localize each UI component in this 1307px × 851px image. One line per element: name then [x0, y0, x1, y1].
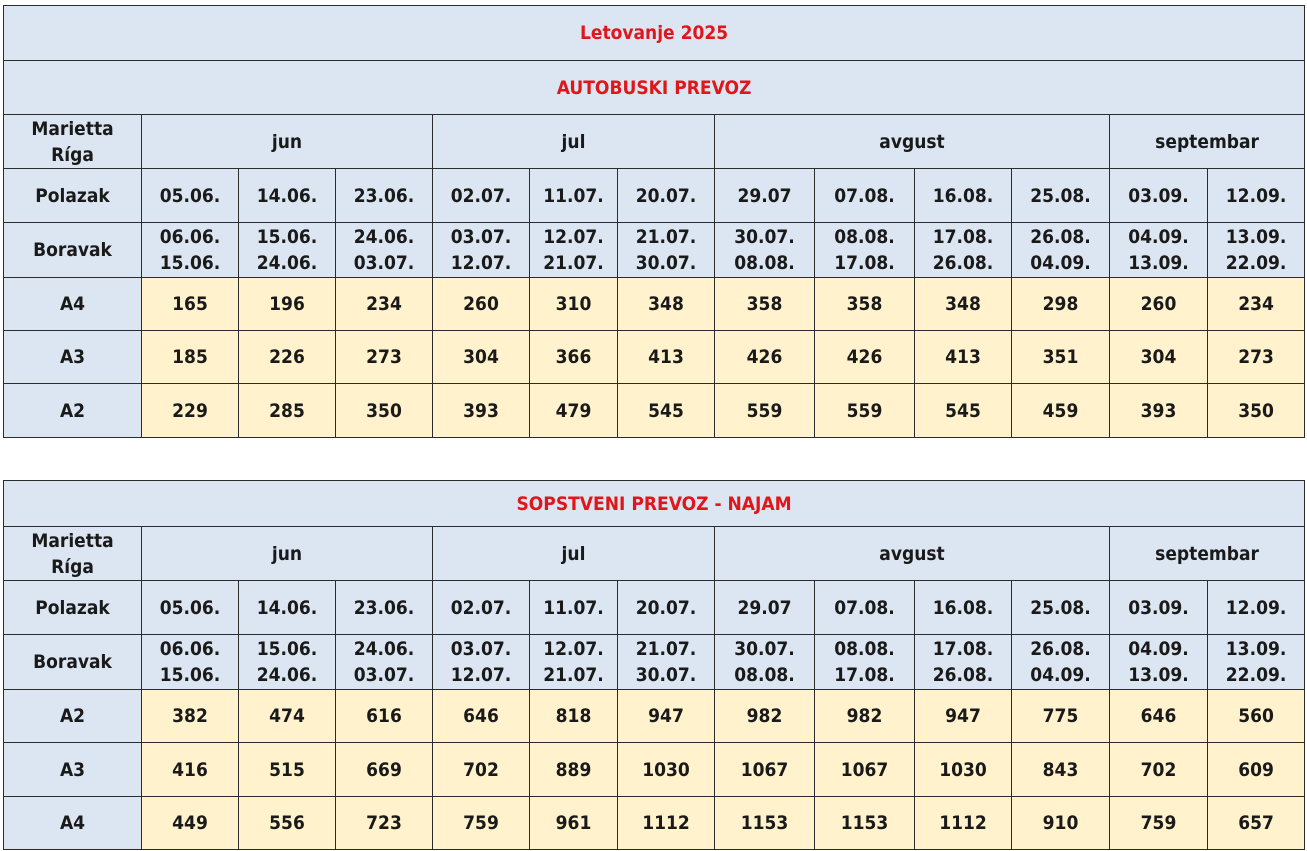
price-cell: 545 [618, 384, 715, 438]
stay-period: 26.08. 04.09. [1012, 635, 1110, 690]
page-title: Letovanje 2025 [4, 6, 1305, 61]
price-cell: 351 [1012, 331, 1110, 384]
stay-period: 21.07. 30.07. [618, 635, 715, 690]
price-cell: 393 [1110, 384, 1208, 438]
room-type-label: A2 [4, 690, 142, 743]
price-cell: 185 [142, 331, 239, 384]
price-cell: 298 [1012, 278, 1110, 331]
price-cell: 982 [715, 690, 815, 743]
price-cell: 646 [1110, 690, 1208, 743]
hotel-label: Marietta Ríga [4, 527, 142, 581]
departure-date: 05.06. [142, 581, 239, 635]
departure-date: 07.08. [815, 581, 915, 635]
departure-date: 29.07 [715, 169, 815, 223]
price-cell: 759 [1110, 797, 1208, 850]
room-type-label: A4 [4, 797, 142, 850]
price-cell: 413 [915, 331, 1012, 384]
stay-period: 13.09. 22.09. [1208, 223, 1305, 278]
departure-date: 14.06. [239, 169, 336, 223]
departure-date: 25.08. [1012, 169, 1110, 223]
price-cell: 348 [618, 278, 715, 331]
departure-date: 03.09. [1110, 581, 1208, 635]
price-cell: 1067 [715, 743, 815, 797]
price-cell: 304 [433, 331, 530, 384]
price-cell: 479 [530, 384, 618, 438]
price-cell: 559 [815, 384, 915, 438]
room-type-label: A3 [4, 331, 142, 384]
price-cell: 1030 [618, 743, 715, 797]
departure-date: 20.07. [618, 169, 715, 223]
price-cell: 350 [336, 384, 433, 438]
stay-period: 17.08. 26.08. [915, 223, 1012, 278]
price-cell: 382 [142, 690, 239, 743]
stay-period: 04.09. 13.09. [1110, 635, 1208, 690]
month-header: jul [433, 527, 715, 581]
price-cell: 1153 [715, 797, 815, 850]
departure-date: 16.08. [915, 169, 1012, 223]
price-cell: 556 [239, 797, 336, 850]
month-header: septembar [1110, 527, 1305, 581]
stay-period: 15.06. 24.06. [239, 223, 336, 278]
departure-date: 12.09. [1208, 581, 1305, 635]
departure-date: 07.08. [815, 169, 915, 223]
price-cell: 889 [530, 743, 618, 797]
stay-period: 15.06. 24.06. [239, 635, 336, 690]
price-cell: 559 [715, 384, 815, 438]
month-header: avgust [715, 527, 1110, 581]
price-cell: 358 [815, 278, 915, 331]
price-cell: 165 [142, 278, 239, 331]
price-cell: 669 [336, 743, 433, 797]
month-header: jun [142, 115, 433, 169]
price-cell: 843 [1012, 743, 1110, 797]
price-cell: 416 [142, 743, 239, 797]
departure-date: 02.07. [433, 581, 530, 635]
price-cell: 273 [336, 331, 433, 384]
stay-period: 17.08. 26.08. [915, 635, 1012, 690]
price-cell: 350 [1208, 384, 1305, 438]
price-row [4, 743, 1305, 797]
price-cell: 260 [1110, 278, 1208, 331]
stay-row [4, 635, 1305, 690]
price-cell: 1153 [815, 797, 915, 850]
room-type-label: A3 [4, 743, 142, 797]
price-cell: 702 [433, 743, 530, 797]
price-cell: 260 [433, 278, 530, 331]
stay-period: 21.07. 30.07. [618, 223, 715, 278]
stay-period: 12.07. 21.07. [530, 223, 618, 278]
price-row [4, 384, 1305, 438]
departure-date: 12.09. [1208, 169, 1305, 223]
price-cell: 910 [1012, 797, 1110, 850]
departure-date: 23.06. [336, 169, 433, 223]
price-cell: 348 [915, 278, 1012, 331]
price-cell: 358 [715, 278, 815, 331]
month-header: avgust [715, 115, 1110, 169]
price-cell: 229 [142, 384, 239, 438]
stay-period: 30.07. 08.08. [715, 635, 815, 690]
stay-period: 03.07. 12.07. [433, 635, 530, 690]
departure-row [4, 169, 1305, 223]
stay-period: 13.09. 22.09. [1208, 635, 1305, 690]
price-cell: 1030 [915, 743, 1012, 797]
stay-period: 03.07. 12.07. [433, 223, 530, 278]
price-cell: 657 [1208, 797, 1305, 850]
hotel-label: Marietta Ríga [4, 115, 142, 169]
price-cell: 982 [815, 690, 915, 743]
price-cell: 702 [1110, 743, 1208, 797]
row-label: Polazak [4, 169, 142, 223]
departure-date: 14.06. [239, 581, 336, 635]
price-cell: 560 [1208, 690, 1305, 743]
month-header: jul [433, 115, 715, 169]
stay-period: 06.06. 15.06. [142, 223, 239, 278]
stay-period: 30.07. 08.08. [715, 223, 815, 278]
price-cell: 474 [239, 690, 336, 743]
stay-period: 06.06. 15.06. [142, 635, 239, 690]
section-title: AUTOBUSKI PREVOZ [4, 61, 1305, 115]
price-cell: 226 [239, 331, 336, 384]
room-type-label: A4 [4, 278, 142, 331]
price-cell: 723 [336, 797, 433, 850]
departure-row [4, 581, 1305, 635]
price-cell: 426 [715, 331, 815, 384]
price-table-bus [3, 5, 1305, 438]
price-cell: 609 [1208, 743, 1305, 797]
price-cell: 818 [530, 690, 618, 743]
price-cell: 234 [336, 278, 433, 331]
departure-date: 05.06. [142, 169, 239, 223]
departure-date: 16.08. [915, 581, 1012, 635]
price-cell: 1112 [618, 797, 715, 850]
price-cell: 304 [1110, 331, 1208, 384]
price-cell: 646 [433, 690, 530, 743]
departure-date: 03.09. [1110, 169, 1208, 223]
price-cell: 759 [433, 797, 530, 850]
price-row [4, 797, 1305, 850]
price-cell: 273 [1208, 331, 1305, 384]
price-row [4, 278, 1305, 331]
price-cell: 413 [618, 331, 715, 384]
price-cell: 366 [530, 331, 618, 384]
row-label: Polazak [4, 581, 142, 635]
stay-period: 08.08. 17.08. [815, 223, 915, 278]
row-label: Boravak [4, 223, 142, 278]
room-type-label: A2 [4, 384, 142, 438]
stay-period: 24.06. 03.07. [336, 223, 433, 278]
departure-date: 20.07. [618, 581, 715, 635]
departure-date: 29.07 [715, 581, 815, 635]
price-cell: 426 [815, 331, 915, 384]
stay-period: 24.06. 03.07. [336, 635, 433, 690]
price-cell: 459 [1012, 384, 1110, 438]
price-cell: 196 [239, 278, 336, 331]
price-cell: 961 [530, 797, 618, 850]
stay-period: 08.08. 17.08. [815, 635, 915, 690]
price-cell: 545 [915, 384, 1012, 438]
section-title: SOPSTVENI PREVOZ - NAJAM [4, 481, 1305, 527]
row-label: Boravak [4, 635, 142, 690]
month-header: septembar [1110, 115, 1305, 169]
price-cell: 1112 [915, 797, 1012, 850]
price-row [4, 331, 1305, 384]
price-cell: 234 [1208, 278, 1305, 331]
month-header: jun [142, 527, 433, 581]
price-cell: 616 [336, 690, 433, 743]
departure-date: 11.07. [530, 169, 618, 223]
price-cell: 285 [239, 384, 336, 438]
price-cell: 775 [1012, 690, 1110, 743]
price-table-own-transport [3, 480, 1305, 850]
price-cell: 947 [618, 690, 715, 743]
departure-date: 02.07. [433, 169, 530, 223]
stay-period: 04.09. 13.09. [1110, 223, 1208, 278]
departure-date: 23.06. [336, 581, 433, 635]
price-cell: 310 [530, 278, 618, 331]
stay-period: 12.07. 21.07. [530, 635, 618, 690]
stay-period: 26.08. 04.09. [1012, 223, 1110, 278]
departure-date: 25.08. [1012, 581, 1110, 635]
price-row [4, 690, 1305, 743]
price-cell: 947 [915, 690, 1012, 743]
price-cell: 449 [142, 797, 239, 850]
price-cell: 1067 [815, 743, 915, 797]
departure-date: 11.07. [530, 581, 618, 635]
price-cell: 515 [239, 743, 336, 797]
stay-row [4, 223, 1305, 278]
price-cell: 393 [433, 384, 530, 438]
